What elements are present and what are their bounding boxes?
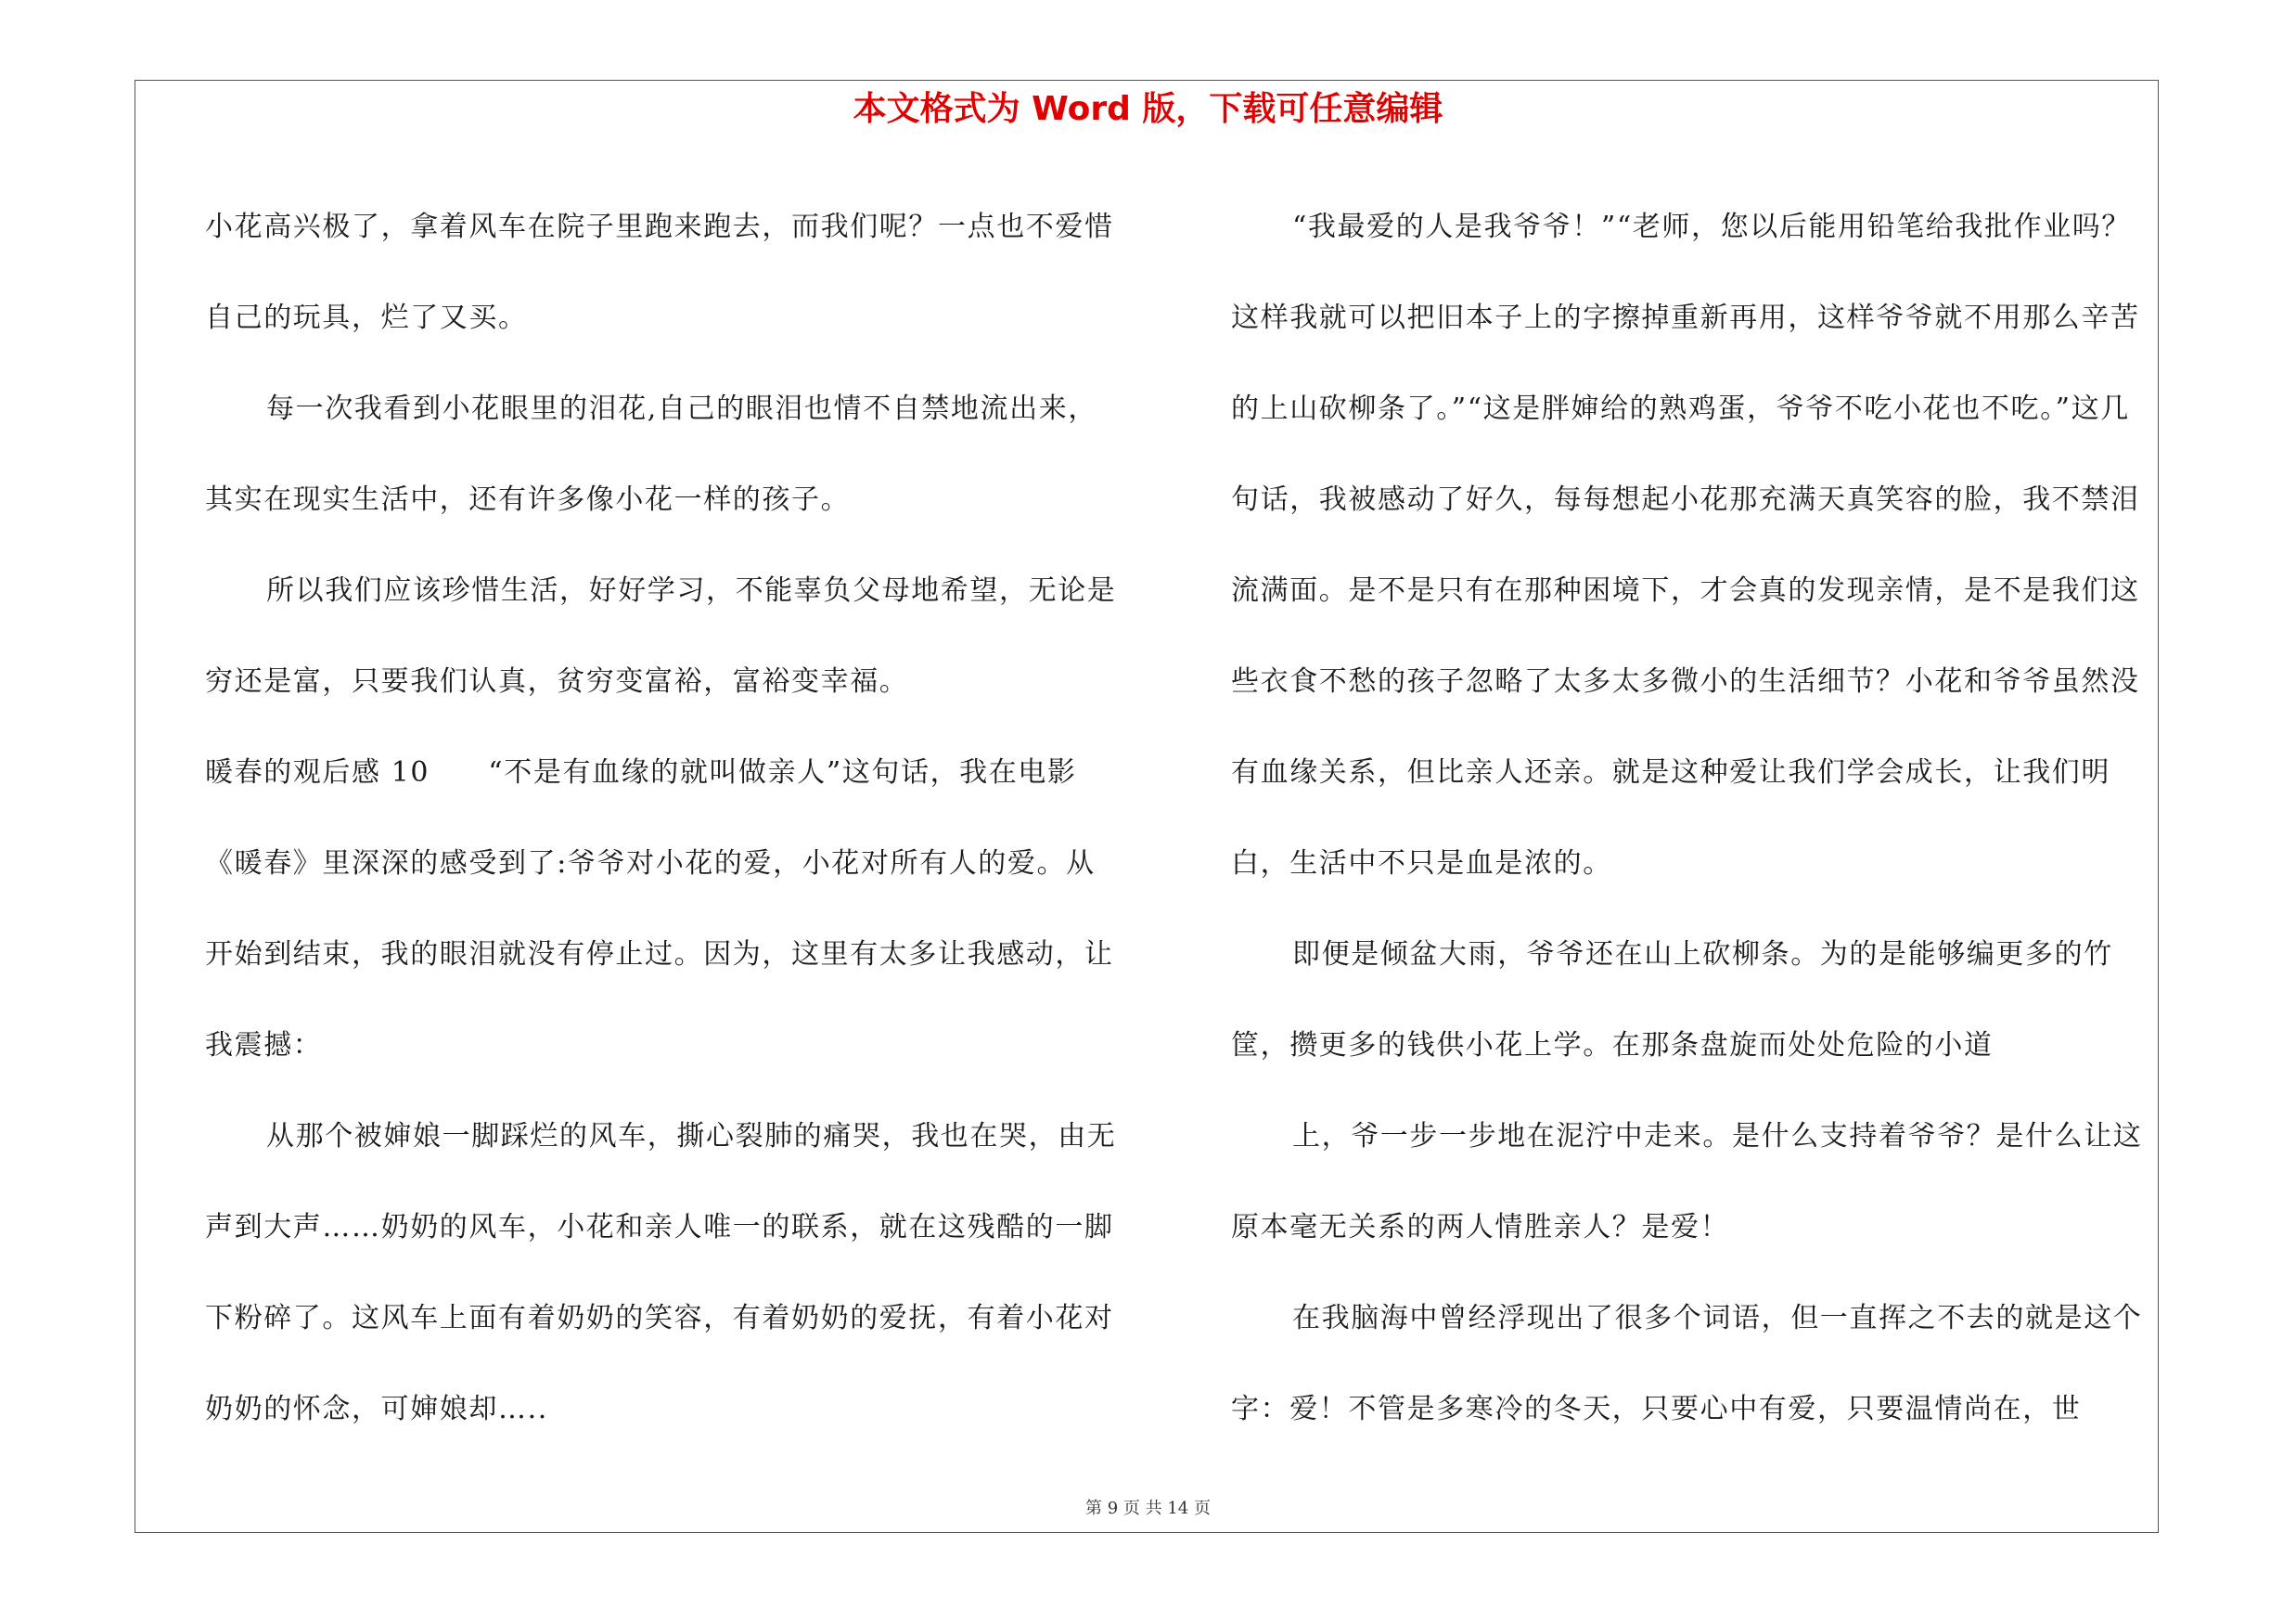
paragraph: 小花高兴极了，拿着风车在院子里跑来跑去，而我们呢？一点也不爱惜自己的玩具，烂了又买。 [205,211,1114,334]
right-column [1231,182,2149,1455]
paragraph: 所以我们应该珍惜生活，好好学习，不能辜负父母地希望，无论是穷还是富，只要我们认真，贫穷变富裕，富裕变幸福。 [205,574,1117,698]
paragraph: 即便是倾盆大雨，爷爷还在山上砍柳条。为的是能够编更多的竹筐，攒更多的钱供小花上学。在那条盘旋而处处危险的小道 [1231,938,2113,1062]
paragraph: 每一次我看到小花眼里的泪花,自己的眼泪也情不自禁地流出来，其实在现实生活中，还有许多像小花一样的孩子。 [205,393,1097,516]
paragraph: 从那个被婶娘一脚踩烂的风车，撕心裂肺的痛哭，我也在哭，由无声到大声……奶奶的风车，小花和亲人唯一的联系，就在这残酷的一脚下粉碎了。这风车上面有着奶奶的笑容，有着奶奶的爱抚，有着小花对奶奶的怀念，可婶娘却….. [205,1120,1117,1425]
paragraph: 暖春的观后感 10 “不是有血缘的就叫做亲人”这句话，我在电影《暖春》里深深的感受到了:爷爷对小花的爱，小花对所有人的爱。从开始到结束，我的眼泪就没有停止过。因为，这里有太多让我感动，让我震撼： [205,756,1114,1062]
paragraph: 上，爷一步一步地在泥泞中走来。是什么支持着爷爷？是什么让这原本毫无关系的两人情胜亲人？是爱！ [1231,1120,2143,1243]
page-number: 第 9 页 共 14 页 [1085,1499,1211,1518]
left-column [205,182,1123,1455]
format-banner: 本文格式为 Word 版，下载可任意编辑 [853,90,1443,128]
paragraph: “我最爱的人是我爷爷！”“老师，您以后能用铅笔给我批作业吗？这样我就可以把旧本子上的字擦掉重新再用，这样爷爷就不用那么辛苦的上山砍柳条了。”“这是胖婶给的熟鸡蛋，爷爷不吃小花也不吃。”这几句话，我被感动了好久，每每想起小花那充满天真笑容的脸，我不禁泪流满面。是不是只有在那种困境下，才会真的发现亲情，是不是我们这些衣食不愁的孩子忽略了太多太多微小的生活细节？小花和爷爷虽然没有血缘关系，但比亲人还亲。就是这种爱让我们学会成长，让我们明白，生活中不只是血是浓的。 [1231,211,2140,880]
paragraph: 在我脑海中曾经浮现出了很多个词语，但一直挥之不去的就是这个字：爱！不管是多寒冷的冬天，只要心中有爱，只要温情尚在，世 [1231,1302,2143,1425]
